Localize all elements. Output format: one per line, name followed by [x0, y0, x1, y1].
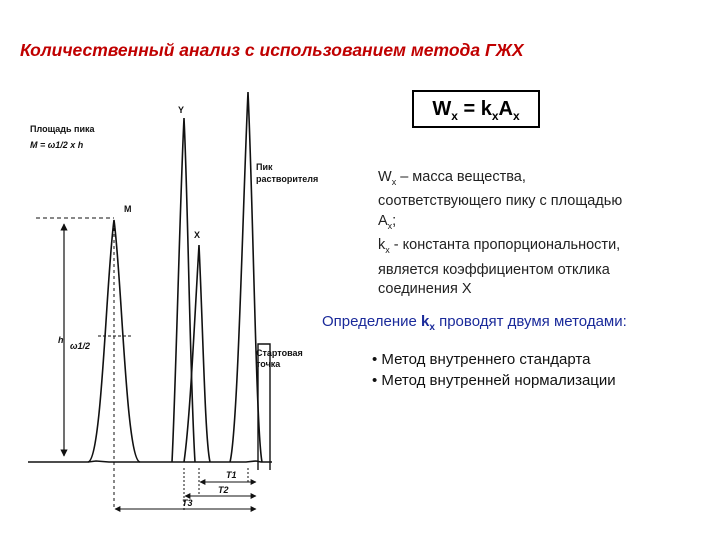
- t1-label: T1: [226, 470, 237, 480]
- def-w-sub: x: [391, 176, 397, 187]
- peak-m-label: M: [124, 204, 132, 214]
- methods-heading-k-sub: x: [429, 322, 435, 333]
- methods-heading-pre: Определение: [322, 313, 422, 330]
- def-k-text: - константа пропорциональности,: [389, 237, 621, 254]
- formula-w-sub: x: [451, 109, 458, 123]
- t2-label: T2: [218, 485, 229, 495]
- methods-heading-k: k: [421, 313, 430, 330]
- def-a: A: [378, 212, 388, 229]
- formula-a: A: [498, 98, 513, 120]
- peak-y: [172, 118, 195, 462]
- def-a-sub: x: [387, 220, 393, 231]
- formula-k-sub: x: [491, 109, 499, 123]
- start-label-2: точка: [256, 359, 281, 369]
- formula-eq: = k: [457, 98, 492, 120]
- formula-a-sub: x: [512, 109, 520, 123]
- def-a-text: ;: [392, 212, 397, 229]
- start-label-1: Стартовая: [256, 348, 303, 358]
- def-line-6: соединения Х: [378, 281, 472, 298]
- def-line-2: соответствующего пику с площадью: [378, 193, 623, 210]
- t3-label: T3: [182, 498, 193, 508]
- def-line-5: является коэффициентом отклика: [378, 261, 610, 278]
- peak-x-label: X: [194, 230, 201, 240]
- slide-title: Количественный анализ с использованием метода ГЖХ: [20, 40, 524, 60]
- h-label: h: [58, 335, 64, 345]
- peak-m: [88, 220, 140, 462]
- peak-x: [184, 245, 210, 462]
- def-k-sub: x: [385, 245, 390, 256]
- baseline: [28, 461, 272, 462]
- solvent-peak: [230, 92, 262, 462]
- formula-w: W: [432, 98, 452, 120]
- def-w: W: [378, 169, 392, 185]
- method-item-internal-normalization: • Метод внутренней нормализации: [372, 372, 616, 389]
- peak-y-label: Y: [178, 105, 185, 115]
- def-w-text: – масса вещества,: [396, 169, 526, 185]
- area-formula: M = ω1/2 x h: [30, 140, 84, 150]
- methods-heading-post: проводят двумя методами:: [434, 313, 627, 330]
- w-half-label: ω1/2: [70, 341, 91, 351]
- area-label: Площадь пика: [30, 124, 95, 134]
- def-k: k: [378, 237, 386, 254]
- method-item-internal-standard: • Метод внутреннего стандарта: [372, 351, 591, 368]
- solvent-label-2: растворителя: [256, 174, 319, 184]
- solvent-label-1: Пик: [256, 162, 273, 172]
